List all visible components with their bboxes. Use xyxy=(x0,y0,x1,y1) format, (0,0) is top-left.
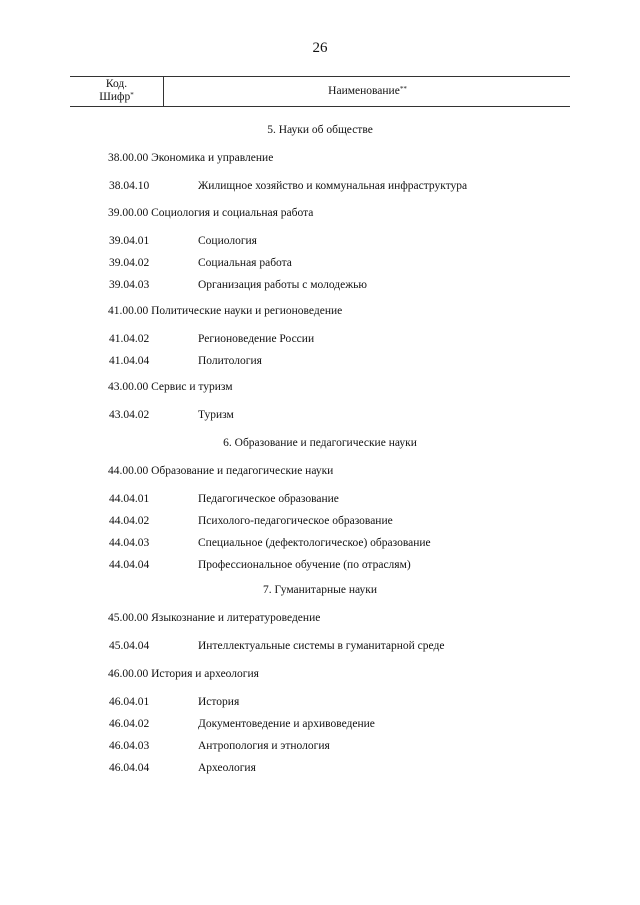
item-name: Туризм xyxy=(198,409,234,421)
item-code: 39.04.02 xyxy=(109,257,150,269)
item-name: Антропология и этнология xyxy=(198,740,330,752)
item-code: 43.04.02 xyxy=(109,409,150,421)
column-header-code xyxy=(70,77,164,106)
group-heading: 44.00.00 Образование и педагогические науки xyxy=(108,465,334,477)
group-heading: 38.00.00 Экономика и управление xyxy=(108,152,274,164)
item-code: 45.04.04 xyxy=(109,640,150,652)
section-title: 7. Гуманитарные науки xyxy=(263,584,377,596)
item-code: 44.04.03 xyxy=(109,537,150,549)
item-name: Профессиональное обучение (по отраслям) xyxy=(198,559,411,571)
item-code: 44.04.04 xyxy=(109,559,150,571)
group-heading: 39.00.00 Социология и социальная работа xyxy=(108,207,314,219)
column-header-code-line2: Шифр xyxy=(99,91,131,103)
section-title: 5. Науки об обществе xyxy=(267,124,373,136)
item-code: 39.04.03 xyxy=(109,279,150,291)
item-code: 41.04.02 xyxy=(109,333,150,345)
item-code: 44.04.02 xyxy=(109,515,150,527)
item-name: Социология xyxy=(198,235,257,247)
item-code: 41.04.04 xyxy=(109,355,150,367)
item-code: 44.04.01 xyxy=(109,493,150,505)
item-name: Педагогическое образование xyxy=(198,493,339,505)
item-code: 46.04.04 xyxy=(109,762,150,774)
item-name: Психолого-педагогическое образование xyxy=(198,515,393,527)
item-name: История xyxy=(198,696,240,708)
item-name: Организация работы с молодежью xyxy=(198,279,367,291)
group-heading: 46.00.00 История и археология xyxy=(108,668,259,680)
footnote-mark: * xyxy=(130,91,134,99)
item-name: Политология xyxy=(198,355,262,367)
item-code: 39.04.01 xyxy=(109,235,150,247)
group-heading: 43.00.00 Сервис и туризм xyxy=(108,381,233,393)
table-header xyxy=(70,76,570,107)
item-code: 38.04.10 xyxy=(109,180,150,192)
item-name: Жилищное хозяйство и коммунальная инфраструктура xyxy=(198,180,468,192)
item-code: 46.04.03 xyxy=(109,740,150,752)
group-heading: 45.00.00 Языкознание и литературоведение xyxy=(108,612,321,624)
item-name: Социальная работа xyxy=(198,257,292,269)
column-header-code-line1: Код. xyxy=(105,78,128,90)
item-name: Археология xyxy=(198,762,256,774)
item-name: Специальное (дефектологическое) образование xyxy=(198,537,431,549)
item-code: 46.04.02 xyxy=(109,718,150,730)
item-name: Документоведение и архивоведение xyxy=(198,718,375,730)
column-header-name xyxy=(165,77,570,106)
group-heading: 41.00.00 Политические науки и регионоведение xyxy=(108,305,343,317)
footnote-mark: ** xyxy=(399,85,407,93)
page-number: 26 xyxy=(312,40,328,56)
item-code: 46.04.01 xyxy=(109,696,150,708)
section-title: 6. Образование и педагогические науки xyxy=(223,437,417,449)
column-header-name-label: Наименование xyxy=(328,85,400,97)
item-name: Интеллектуальные системы в гуманитарной среде xyxy=(198,640,445,652)
item-name: Регионоведение России xyxy=(198,333,315,345)
